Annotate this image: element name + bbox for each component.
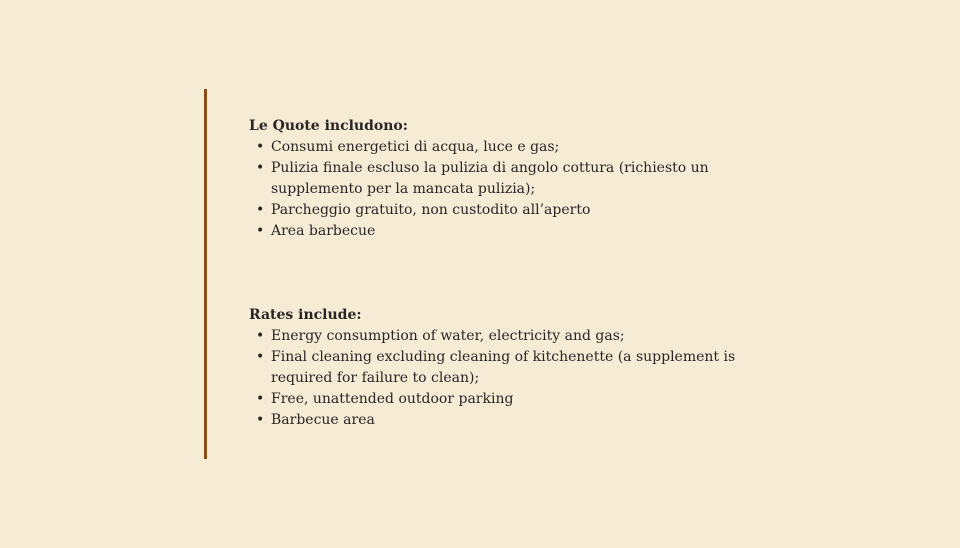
bullet-icon: • <box>256 160 265 176</box>
bullet-icon: • <box>256 412 265 428</box>
bullet-icon: • <box>256 223 265 239</box>
bullet-icon: • <box>256 391 265 407</box>
list-item-text: Free, unattended outdoor parking <box>271 391 514 407</box>
list-item-text: Energy consumption of water, electricity and gas; <box>271 328 625 344</box>
italian-heading: Le Quote includono: <box>249 118 408 134</box>
list-item-text: Barbecue area <box>271 412 375 428</box>
list-item-text: Final cleaning excluding cleaning of kitchenette (a supplement is required for failure to clean); <box>271 349 736 386</box>
list-item <box>249 137 789 158</box>
bullet-icon: • <box>256 328 265 344</box>
english-heading: Rates include: <box>249 307 362 323</box>
bullet-icon: • <box>256 139 265 155</box>
bullet-icon: • <box>256 349 265 365</box>
italian-section <box>249 116 789 242</box>
list-item <box>249 200 789 221</box>
english-list <box>249 326 789 431</box>
list-item-text: Consumi energetici di acqua, luce e gas; <box>271 139 560 155</box>
list-item <box>249 389 789 410</box>
list-item <box>249 326 789 347</box>
italian-list <box>249 137 789 242</box>
list-item-text: Area barbecue <box>271 223 376 239</box>
list-item-text: Parcheggio gratuito, non custodito all’aperto <box>271 202 591 218</box>
list-item <box>249 221 789 242</box>
english-section <box>249 305 789 431</box>
bullet-icon: • <box>256 202 265 218</box>
list-item <box>249 158 789 200</box>
accent-bar <box>204 89 207 459</box>
list-item <box>249 347 789 389</box>
list-item-text: Pulizia finale escluso la pulizia di angolo cottura (richiesto un supplemento per la mancata pulizia); <box>271 160 709 197</box>
list-item <box>249 410 789 431</box>
